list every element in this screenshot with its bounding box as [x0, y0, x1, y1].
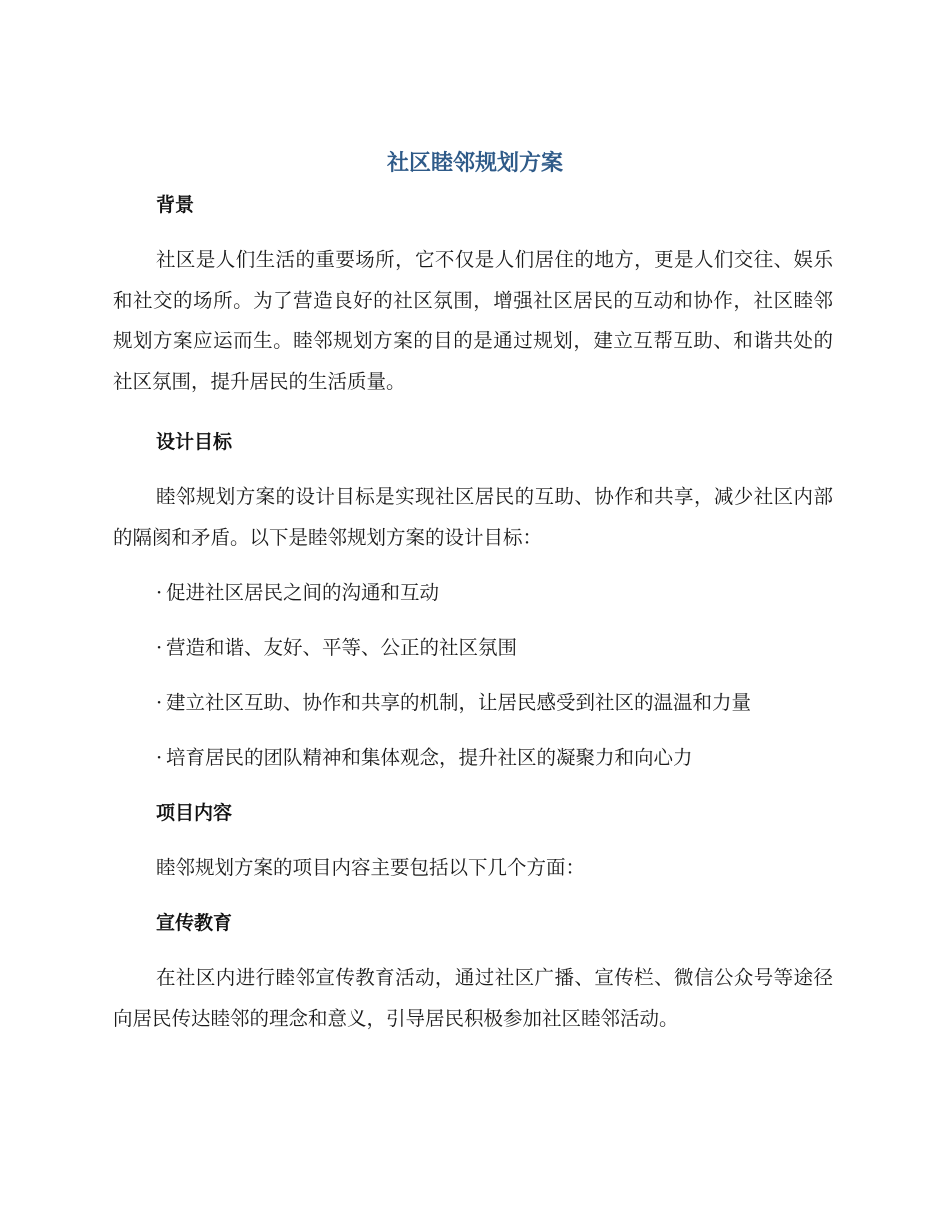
- section-content: [113, 798, 833, 828]
- section-heading-content: 项目内容: [156, 802, 233, 824]
- section-content-body: [113, 848, 833, 889]
- section-goals: [113, 427, 833, 457]
- list-item-text: 培育居民的团队精神和集体观念，提升社区的凝聚力和向心力: [166, 746, 693, 769]
- section-publicity-body: [113, 958, 833, 1039]
- section-background: [113, 190, 833, 220]
- list-item-text: 促进社区居民之间的沟通和互动: [166, 581, 440, 604]
- goals-paragraph: 睦邻规划方案的设计目标是实现社区居民的互助、协作和共享，减少社区内部的隔阂和矛盾。以下是睦邻规划方案的设计目标：: [113, 485, 833, 549]
- publicity-paragraph: 在社区内进行睦邻宣传教育活动，通过社区广播、宣传栏、微信公众号等途径向居民传达睦邻的理念和意义，引导居民积极参加社区睦邻活动。: [113, 966, 833, 1030]
- list-item-text: 建立社区互助、协作和共享的机制，让居民感受到社区的温温和力量: [166, 691, 752, 714]
- content-paragraph: 睦邻规划方案的项目内容主要包括以下几个方面：: [156, 856, 586, 879]
- goals-bullet-list: [113, 688, 833, 718]
- bullet-marker: ·: [156, 636, 163, 659]
- bullet-marker: ·: [156, 746, 163, 769]
- list-item: [113, 743, 833, 773]
- background-paragraph: 社区是人们生活的重要场所，它不仅是人们居住的地方，更是人们交往、娱乐和社交的场所。为了营造良好的社区氛围，增强社区居民的互动和协作，社区睦邻规划方案应运而生。睦邻规划方案的目的是通过规划，建立互帮互助、和谐共处的社区氛围，提升居民的生活质量。: [113, 248, 833, 393]
- section-heading-goals: 设计目标: [156, 431, 233, 453]
- document-title: 社区睦邻规划方案: [386, 151, 563, 176]
- list-item-text: 营造和谐、友好、平等、公正的社区氛围: [166, 636, 518, 659]
- list-item: [113, 578, 833, 608]
- bullet-marker: ·: [156, 691, 163, 714]
- goals-bullet-list: [113, 633, 833, 663]
- goals-bullet-list: [113, 743, 833, 773]
- section-background-body: [113, 240, 833, 402]
- section-heading-publicity: 宣传教育: [156, 912, 233, 934]
- section-heading-background: 背景: [156, 194, 195, 216]
- section-publicity: [113, 908, 833, 938]
- list-item: [113, 633, 833, 663]
- goals-bullet-list: [113, 578, 833, 608]
- section-goals-body: [113, 477, 833, 558]
- list-item: [113, 688, 833, 718]
- bullet-marker: ·: [156, 581, 163, 604]
